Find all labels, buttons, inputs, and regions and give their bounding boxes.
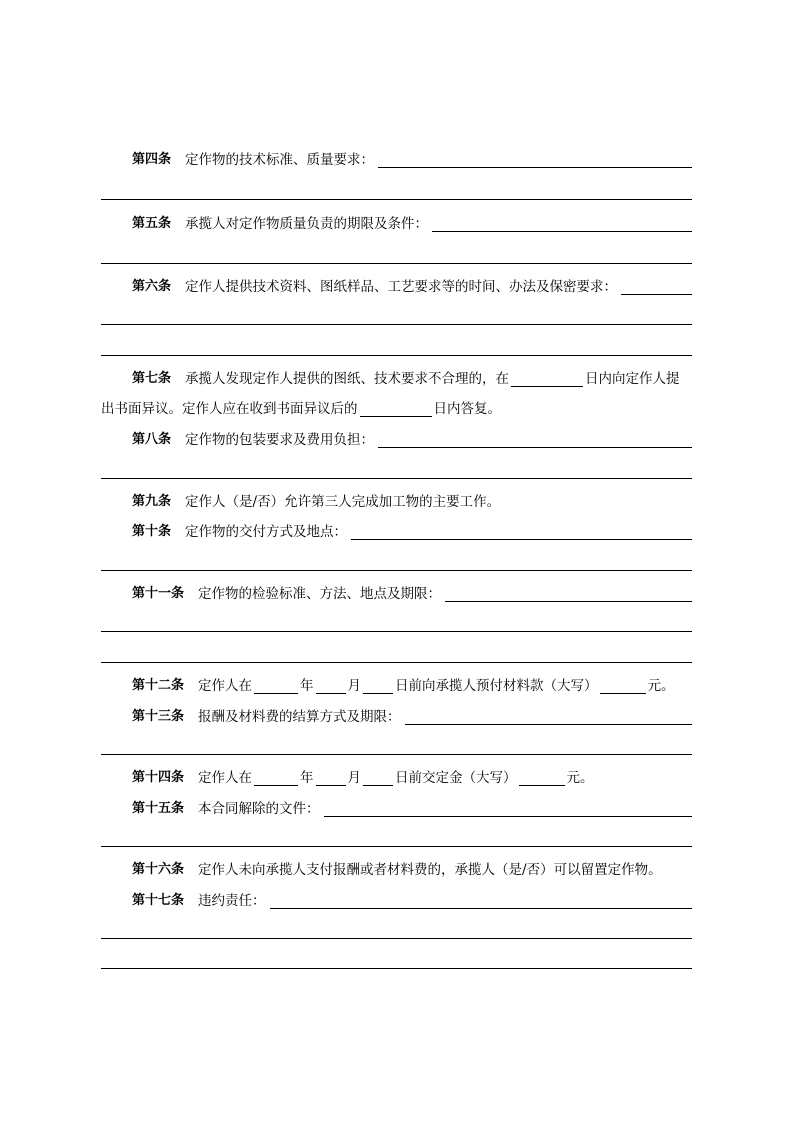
article-text: 定作物的包装要求及费用负担： [185,432,375,448]
fill-line[interactable] [270,894,692,909]
article-label: 第五条 [132,216,172,231]
article-text: 年 [300,678,314,694]
article-label: 第八条 [132,432,172,447]
blank-line[interactable] [101,570,692,571]
article-text: 日前交定金（大写） [395,770,517,786]
article-label: 第四条 [132,152,172,167]
article-label: 第十一条 [132,586,185,601]
article-label: 第十三条 [132,709,185,724]
blank-line[interactable] [101,355,692,356]
article-text: 定作物的技术标准、质量要求： [185,152,375,168]
article-label: 第十七条 [132,893,185,908]
fill-line[interactable] [351,525,692,540]
article-9 [132,494,692,510]
article-text: 违约责任： [198,893,266,909]
article-text: 定作物的检验标准、方法、地点及期限： [198,586,442,602]
article-text: 月 [347,678,362,694]
article-7 [132,371,692,387]
amount-blank[interactable] [519,771,565,786]
blank-line[interactable] [101,199,692,200]
article-label: 第十四条 [132,770,185,785]
article-17 [132,893,692,909]
article-text: 年 [300,770,314,786]
fill-line[interactable] [445,587,692,602]
article-label: 第十条 [132,524,172,539]
article-5 [132,216,692,232]
article-label: 第十六条 [132,862,185,877]
blank-line[interactable] [101,968,692,969]
article-text: 定作人在 [198,770,253,786]
blank-line[interactable] [101,662,692,663]
fill-line[interactable] [378,153,692,168]
article-text: 定作人未向承揽人支付报酬或者材料费的，承揽人（是/否）可以留置定作物。 [198,862,662,878]
fill-line[interactable] [621,280,692,295]
article-text: 月 [347,770,362,786]
blank-line[interactable] [101,938,692,939]
article-8 [132,432,692,448]
day-blank[interactable] [363,679,393,694]
article-text: 报酬及材料费的结算方式及期限： [198,709,401,725]
fill-line[interactable] [324,802,692,817]
blank-line[interactable] [101,631,692,632]
article-text: 定作人提供技术资料、图纸样品、工艺要求等的时间、办法及保密要求： [185,279,618,295]
article-14 [132,770,692,786]
blank-line[interactable] [101,846,692,847]
article-16 [132,862,692,878]
month-blank[interactable] [316,771,346,786]
article-text: 本合同解除的文件： [198,801,320,817]
days-blank[interactable] [360,402,432,417]
blank-line[interactable] [101,263,692,264]
article-11 [132,586,692,602]
article-12 [132,678,692,694]
article-text: 定作物的交付方式及地点： [185,524,348,540]
year-blank[interactable] [254,771,298,786]
year-blank[interactable] [254,679,298,694]
amount-blank[interactable] [600,679,646,694]
article-13 [132,709,692,725]
article-text: 承揽人对定作物质量负责的期限及条件： [185,216,429,232]
fill-line[interactable] [378,433,692,448]
article-text: 日内答复。 [433,401,501,417]
article-label: 第十五条 [132,801,185,816]
article-10 [132,524,692,540]
article-text: 日前向承揽人预付材料款（大写） [395,678,598,694]
day-blank[interactable] [363,771,393,786]
article-label: 第九条 [132,494,172,509]
article-text: 承揽人发现定作人提供的图纸、技术要求不合理的，在 [185,371,510,387]
article-7-continued [101,401,692,417]
article-label: 第六条 [132,279,172,294]
blank-line[interactable] [101,478,692,479]
article-text: 出书面异议。定作人应在收到书面异议后的 [101,401,358,417]
article-label: 第十二条 [132,678,185,693]
article-6 [132,279,692,295]
fill-line[interactable] [432,217,692,232]
article-15 [132,801,692,817]
article-text: 定作人在 [198,678,253,694]
days-blank[interactable] [511,372,583,387]
blank-line[interactable] [101,754,692,755]
article-text: 定作人（是/否）允许第三人完成加工物的主要工作。 [185,494,501,510]
article-text: 元。 [647,678,675,694]
article-text: 日内向定作人提 [585,371,680,387]
month-blank[interactable] [316,679,346,694]
article-4 [132,152,692,168]
blank-line[interactable] [101,324,692,325]
article-text: 元。 [566,770,594,786]
fill-line[interactable] [405,710,692,725]
article-label: 第七条 [132,371,172,386]
